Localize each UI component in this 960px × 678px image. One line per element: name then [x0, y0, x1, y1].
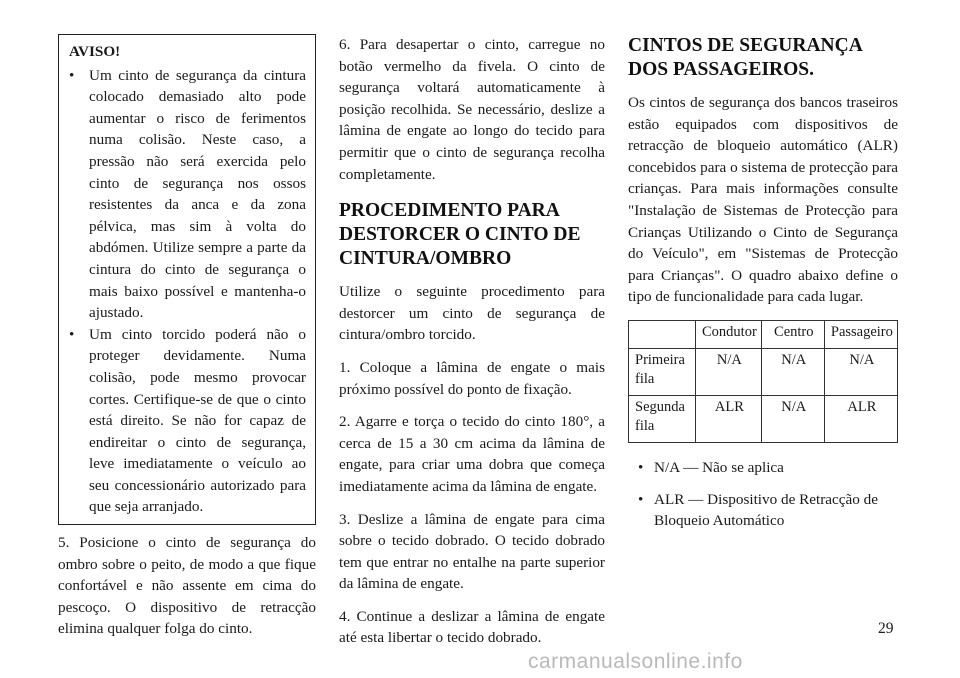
- table-cell: Segunda fila: [629, 395, 696, 442]
- table-legend: [628, 457, 898, 532]
- table-header-cell: Centro: [761, 320, 824, 348]
- table-row: [629, 348, 898, 395]
- warning-list: [69, 65, 306, 518]
- step-5-text: 5. Posicione o cinto de segurança do ombro sobre o peito, de modo a que fique confortável e não assente em cima do pescoço. O dispositivo de retracção elimina qualquer folga do cinto.: [58, 534, 316, 638]
- passenger-belts-body: Os cintos de segurança dos bancos traseiros estão equipados com dispositivos de retracção de bloqueio automático (ALR) concebidos para o sistema de protecção para crianças. Para mais informações consulte "Instalação de Sistemas de Protecção para Crianças Utilizando o Cinto de Segurança do Veículo", em "Sistemas de Protecção para Crianças". O quadro abaixo define o tipo de funcionalidade para cada lugar.: [628, 94, 898, 306]
- table-cell: ALR: [696, 395, 762, 442]
- page-number: 29: [878, 620, 894, 637]
- section-heading-untwist: PROCEDIMENTO PARA DESTORCER O CINTO DE CINTURA/OMBRO: [339, 200, 581, 270]
- warning-item: • Um cinto de segurança da cintura colocado demasiado alto pode aumentar o risco de ferimentos numa colisão. Neste caso, a pressão não será exercida pelo cinto de segurança nos ossos resistentes da anca e da zona pélvica, mas sim à volta do abdómen. Utilize sempre a parte da cintura do cinto de segurança o mais baixo possível e mantenha-o ajustado.: [69, 65, 306, 324]
- section-heading-passenger-belts: CINTOS DE SEGURANÇA DOS PASSAGEIROS.: [628, 35, 862, 80]
- step-6-text: 6. Para desapertar o cinto, carregue no botão vermelho da fivela. O cinto de segurança voltará automaticamente à posição recolhida. Se necessário, deslize a lâmina de engate ao longo do tecido para permitir que o cinto de segurança recolha completamente.: [339, 36, 605, 183]
- untwist-intro: Utilize o seguinte procedimento para destorcer um cinto de segurança de cintura/ombro torcido.: [339, 283, 605, 344]
- left-column: [58, 34, 316, 640]
- table-cell: N/A: [824, 348, 897, 395]
- legend-item: • N/A — Não se aplica: [628, 457, 898, 479]
- table-cell: Primeira fila: [629, 348, 696, 395]
- watermark: carmanualsonline.info: [528, 650, 743, 673]
- table-row: [629, 395, 898, 442]
- untwist-step: 1. Coloque a lâmina de engate o mais próximo possível do ponto de fixação.: [339, 358, 605, 398]
- warning-box: [58, 34, 316, 525]
- table-header-row: [629, 320, 898, 348]
- table-header-cell: Condutor: [696, 320, 762, 348]
- untwist-step: 2. Agarre e torça o tecido do cinto 180°, a cerca de 15 a 30 cm acima da lâmina de engate, para criar uma dobra que começa imediatamente acima da lâmina de engate.: [339, 413, 605, 495]
- table-cell: N/A: [761, 395, 824, 442]
- table-header-cell: [629, 320, 696, 348]
- legend-item: • ALR — Dispositivo de Retracção de Bloqueio Automático: [628, 489, 898, 532]
- untwist-step: 3. Deslize a lâmina de engate para cima sobre o tecido dobrado. O tecido dobrado tem que entrar no entalhe na parte superior da lâmina de engate.: [339, 510, 605, 593]
- table-cell: N/A: [761, 348, 824, 395]
- table-cell: ALR: [824, 395, 897, 442]
- alr-table: [628, 320, 898, 443]
- warning-item: • Um cinto torcido poderá não o proteger devidamente. Numa colisão, pode mesmo provocar cortes. Certifique-se de que o cinto está direito. Se não for capaz de endireitar o cinto de segurança, leve imediatamente o veículo ao seu concessionário autorizado para que seja arranjado.: [69, 324, 306, 518]
- table-header-cell: Passageiro: [824, 320, 897, 348]
- warning-title: AVISO!: [69, 43, 121, 60]
- table-cell: N/A: [696, 348, 762, 395]
- middle-column: [339, 34, 605, 660]
- right-column: [628, 34, 898, 542]
- untwist-step: 4. Continue a deslizar a lâmina de engate até esta libertar o tecido dobrado.: [339, 607, 605, 647]
